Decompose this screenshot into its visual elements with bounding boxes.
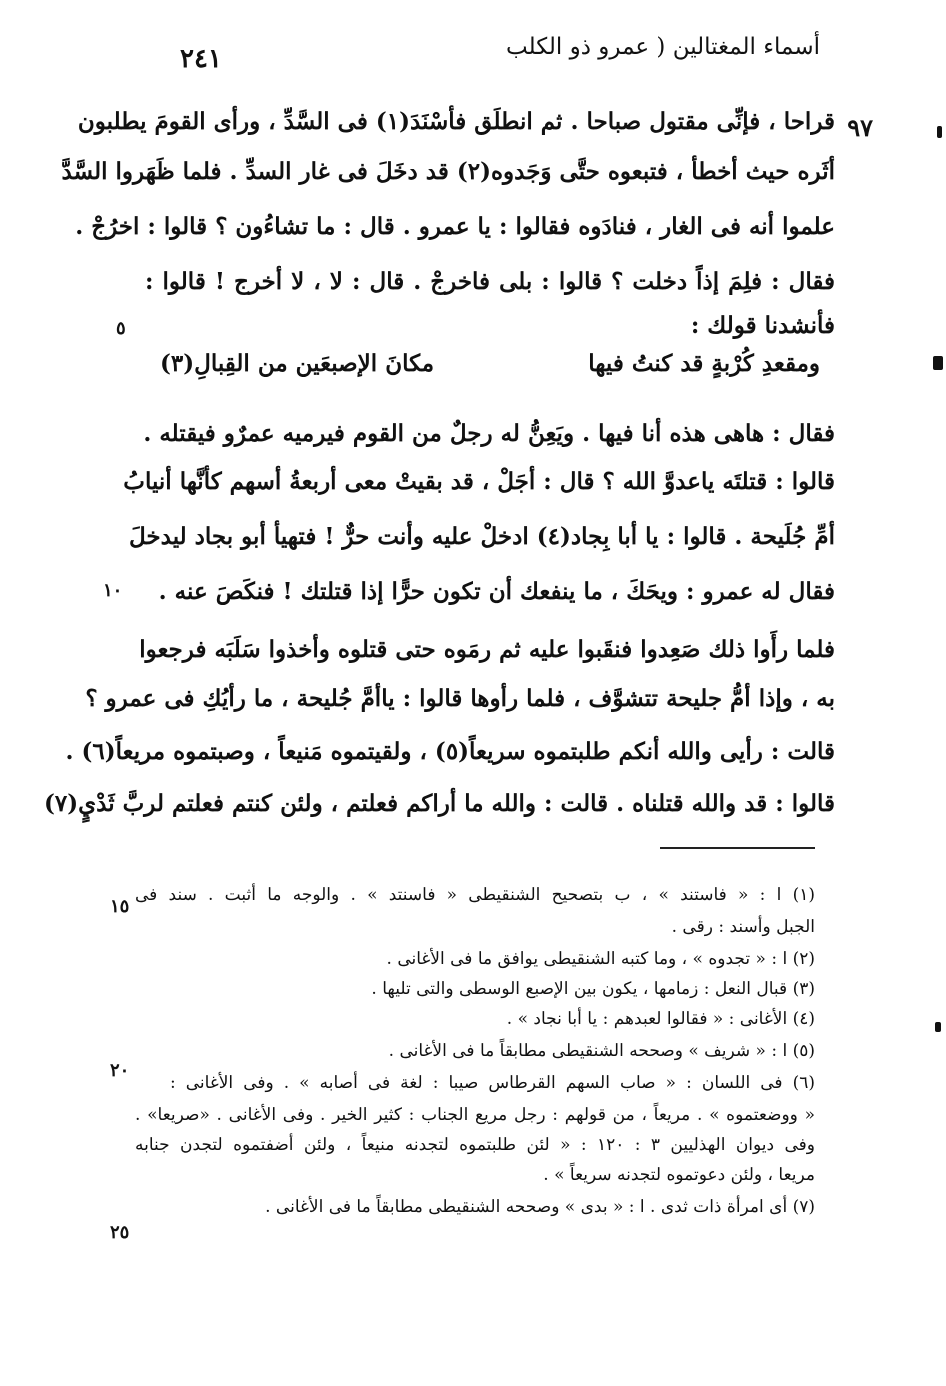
body-line: فلما رأَوا ذلك صَعِدوا فنقَبوا عليه ثم رمَوه حتى قتلوه وأخذوا سَلَبَه فرجعوا — [139, 636, 835, 663]
verse-second-hemistich: مكانَ الإصبعَين من القِبالِ(٣) — [160, 350, 435, 377]
body-line: أثَره حيث أخطأ ، فتبعوه حتَّى وَجَدوه(٢) قد دخَلَ فى غار السدِّ . فلما ظَهَروا السَّدَّ — [61, 158, 835, 185]
footnote-line: (٣) قبال النعل : زمامها ، يكون بين الإصبع الوسطى والتى تليها . — [371, 979, 815, 999]
poem-verse — [160, 350, 820, 377]
scan-mark — [935, 1022, 941, 1032]
page-number: ٢٤١ — [180, 44, 222, 74]
body-line: به ، وإذا أمُّ جليحة تتشوَّف ، فلما رأوها قالوا : ياأمَّ جُليحة ، ما رأيُكِ فى عمرو ؟ — [85, 685, 835, 712]
line-number-15: ١٥ — [110, 896, 130, 917]
footnote-line: الجبل وأسند : رقى . — [671, 917, 815, 937]
body-line: قالت : رأيى والله أنكم طلبتموه سريعاً(٥) ، ولقيتموه مَنيعاً ، وصبتموه مريعاً(٦) . — [65, 738, 835, 765]
body-line: قالوا : قتلتَه ياعدوَّ الله ؟ قال : أجَلْ ، قد بقيتْ معى أربعةُ أسهم كأنَّها أنيابُ — [123, 468, 835, 495]
running-title: أسماء المغتالين ( عمرو ذو الكلب — [506, 34, 820, 60]
footnote-line: مريعا ، ولئن دعوتموه لتجدنه سريعاً » . — [543, 1165, 815, 1185]
body-text — [61, 100, 873, 340]
body-line: علموا أنه فى الغار ، فنادَوه فقالوا : يا عمرو . قال : ما تشاءُون ؟ قالوا : اخرُجْ . — [75, 213, 835, 240]
footnote-line: (٥) ا : « شريف » وصححه الشنقيطى مطابقاً ما فى الأغانى . — [388, 1041, 815, 1061]
section-number: ٩٧ — [847, 113, 873, 142]
body-line: قراحا ، فإنِّى مقتول صباحا . ثم انطلَق فأسْنَدَ(١) فى السَّدِّ ، ورأى القومَ يطلبون — [77, 108, 835, 135]
body-line: فقال : هاهى هذه أنا فيها . ويَعِنُّ له رجلٌ من القوم فيرميه عمرٌو فيقتله . — [143, 420, 835, 447]
footnote-line: (١) ا : « فاستند » ، ب بتصحيح الشنقيطى « فاسنتد » . والوجه ما أثبت . سند فى — [135, 885, 815, 905]
line-number-10: ١٠ — [103, 580, 123, 601]
footnote-line: (٤) الأغانى : « فقالوا لعبدهم : يا أبا نجاد » . — [506, 1009, 815, 1029]
body-line: قالوا : قد والله قتلناه . قالت : والله ما أراكم فعلتم ، ولئن كنتم فعلتم لربَّ ثَدْيٍ(٧) — [44, 790, 835, 817]
footnote-line: (٧) أى امرأة ذات ثدى . ا : « بدى » وصححه الشنقيطى مطابقاً ما فى الأغانى . — [265, 1197, 815, 1217]
footnote-line: « ووضعتموه » . مريعاً ، من قولهم : رجل مريع الجناب : كثير الخير . وفى الأغانى . «صريعا» . — [135, 1105, 815, 1125]
line-number-5: ٥ — [116, 318, 126, 339]
footnote-line: وفى ديوان الهذليين ٣ : ١٢٠ : « لئن طلبتموه لتجدنه منيعاً ، ولئن أضفتموه لتجدن جنابه — [135, 1135, 815, 1155]
footnote-line: (٢) ا : « تجدوه » ، وما كتبه الشنقيطى يوافق ما فى الأغانى . — [386, 949, 815, 969]
body-line: فأنشدنا قولك : — [690, 312, 835, 339]
line-number-20: ٢٠ — [110, 1060, 130, 1081]
body-line: فقال : فلِمَ إذاً دخلت ؟ قالوا : بلى فاخرجْ . قال : لا ، لا أخرج ! قالوا : — [145, 268, 835, 295]
footnote-separator — [660, 847, 815, 849]
footnote-line: (٦) فى اللسان : « صاب السهم القرطاس صيبا : لغة فى أصابه » . وفى الأغانى : — [170, 1073, 815, 1093]
body-line: فقال له عمرو : ويحَكَ ، ما ينفعك أن تكون حرًّا إذا قتلتك ! فنكَصَ عنه . — [158, 578, 835, 605]
verse-first-hemistich: ومقعدِ كُرْبةٍ قد كنتُ فيها — [588, 350, 820, 377]
scan-mark — [933, 356, 943, 370]
page-header — [170, 30, 820, 74]
scan-mark — [937, 126, 942, 138]
body-line: أمِّ جُلَيحة . قالوا : يا أبا بِجاد(٤) ادخلْ عليه وأنت حرٌّ ! فتهيأ أبو بجاد ليدخلَ — [128, 523, 835, 550]
line-number-25: ٢٥ — [110, 1222, 130, 1243]
